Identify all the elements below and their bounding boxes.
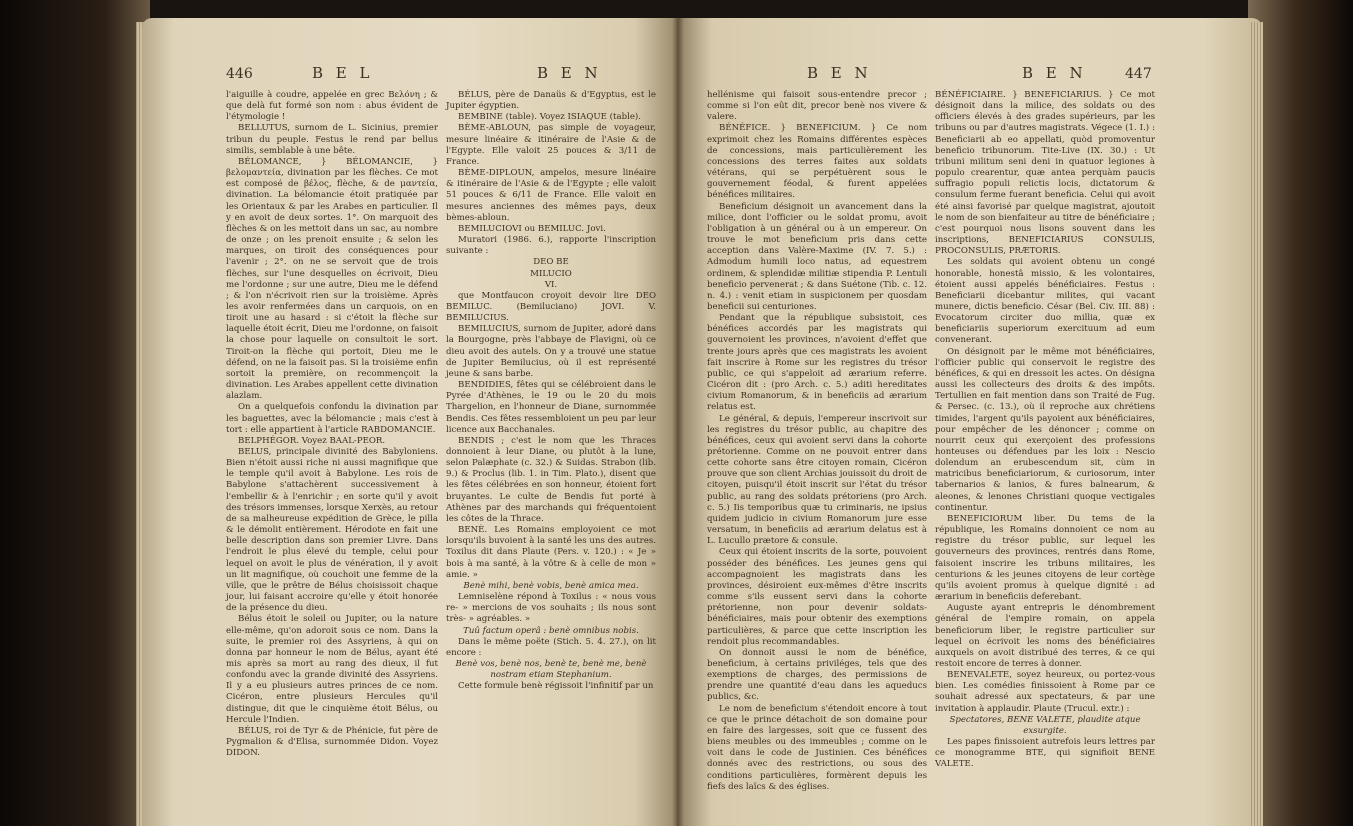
entry: BÉLUS, père de Danaüs & d'Egyptus, est le Jupiter égyptien. — [446, 90, 656, 112]
left-page-number: 446 — [226, 66, 253, 82]
inscription-line: DEO BE — [533, 257, 569, 268]
entry: BEMBINE (table). Voyez ISIAQUE (table). — [458, 112, 642, 123]
entry: On donnoit aussi le nom de bénéfice, beneficium, à certains priviléges, tels que des exemptions de charges, des permissions de prendre une quantité d'eau dans les aqueducs publics, &c. — [707, 647, 927, 703]
entry: Dans le même poëte (Stich. 5. 4. 27.), on lit encore : — [446, 636, 656, 658]
entry: Le nom de beneficium s'étendoit encore à tout ce que le prince détachoit de son domaine pour en faire des largesses, soit que ce fussent des biens meubles ou des immeubles ; comme on le voit dans le code de Justinien. Ces bénéfices donnés avec des restrictions, ou sous des conditions particulières, formèrent depuis les fiefs des laïcs & des églises. — [707, 703, 927, 792]
entry: Pendant que la république subsistoit, ces bénéfices accordés par les magistrats qui gouvernoient les provinces, n'avoient d'effet que trente jours après que ces magistrats les avoient fait inscrire à Rome sur les registres du trésor public, ce qui s'appeloit ad ærarium referre. Cicéron dit : (pro Arch. c. 5.) aditi hereditates civium Romanorum, & in beneficiis ad ærarium relatus est. — [707, 313, 927, 413]
entry: On désignoit par le même mot bénéficiaires, l'officier public qui conservoit le registre des bénéfices, & qui en dressoit les actes. On désigna aussi les collecteurs des droits & des impôts. Tertullien en fait mention dans son Traité de Fug. & Persec. (c. 13.), où il reproche aux chrétiens timides, l'argent qu'ils payoient aux bénéficiaires, pour empêcher de les dénoncer ; comme on nourrit ceux qui exerçoient des professions honteuses ou défendues par les loix : Nescio dolendum an erubescendum sit, cùm in matricibus beneficiariorum, & curiosorum, inter tabernarios & lanios, & fures balnearum, & aleones, & lenones Christiani quoque vectigales continentur. — [935, 346, 1155, 513]
right-running-head: B E N — [1022, 64, 1087, 82]
entry: BENDIS ; c'est le nom que les Thraces donnoient à leur Diane, ou plutôt à la lune, selon Palæphate (c. 32.) & Suidas. Strabon (lib. 9.) & Proclus (lib. 1. in Tim. Plato.), disent que les fêtes célébrées en son honneur, étoient fort bruyantes. Le culte de Bendis fut porté à Athènes par des marchands qui fréquentoient les côtes de la Thrace. — [446, 435, 656, 524]
verse: Benè vos, benè nos, benè te, benè me, benè nostram etiam Stephanium. — [455, 658, 647, 681]
right-page-edges — [1249, 22, 1263, 826]
entry: BÈME-DIPLOUN, ampelos, mesure linéaire & itinéraire de l'Asie & de l'Egypte ; elle valoit 51 pouces & 6/11 de France. Elle valoit en mesures anciennes des mêmes pays, deux bèmes-abloun. — [446, 168, 656, 223]
entry: que Montfaucon croyoit devoir lire DEO BEMILUC. (Bemiluciano) JOVI. V. BEMILUCIUS. — [446, 290, 656, 324]
left-running-head-2: B E N — [537, 64, 602, 82]
entry: BÉLOMANCE, } BÉLOMANCIE, } βελομαντεία, divination par les flèches. Ce mot est composé de βέλος, flèche, & de μαντεία, divination. La bélomancie étoit pratiquée par les Orientaux & par les Arabes en particulier. Il y en avoit de deux sortes. 1°. On marquoit des flèches & on les mettoit dans un sac, au nombre de onze ; on les prenoit ensuite ; & selon les marques, on tiroit des conséquences pour l'avenir ; 2°. on ne se servoit que de trois flèches, sur l'une desquelles on écrivoit, Dieu me l'ordonne ; sur une autre, Dieu me le défend ; & l'on n'écrivoit rien sur la troisième. Après les avoir renfermées dans un carquois, on en tiroit une au hasard : si c'étoit la flèche sur laquelle étoit écrit, Dieu me l'ordonne, on faisoit la chose pour laquelle on consultoit le sort. Tiroit-on la flèche qui portoit, Dieu me le défend, on ne la faisoit pas. Si la troisième enfin sortoit la première, on recommençoit la divination. Les Arabes appellent cette divination alazlam. — [226, 156, 438, 402]
right-page-number: 447 — [1125, 66, 1152, 82]
right-page — [677, 18, 1262, 826]
entry: BÉLUS, roi de Tyr & de Phénicie, fut père de Pygmalion & d'Elisa, surnommée Didon. Voyez DIDON. — [226, 725, 438, 759]
right-column-b — [935, 90, 1155, 771]
entry: Beneficium désignoit un avancement dans la milice, dont l'officier ou le soldat promu, avoit l'obligation à un général ou à un empereur. On trouve le mot beneficium pris dans cette acception dans Valère-Maxime (IV. 7. 5.) : Admodum humili loco natus, ad equestrem ordinem, & splendidæ militiæ stipendia P. Lentuli beneficio pervenerat ; & dans Suétone (Tib. c. 12. n. 4.) : venit etiam in suspicionem per quosdam beneficii sui centuriones. — [707, 201, 927, 312]
entry: BELPHÉGOR. Voyez BAAL-PEOR. — [238, 435, 386, 446]
entry: BENDIDIES, fêtes qui se célébroient dans le Pyrée d'Athènes, le 19 ou le 20 du mois Thargelion, en l'honneur de Diane, surnommée Bendis. Ces fêtes ressembloient un peu par leur licence aux Bacchanales. — [446, 380, 656, 435]
right-running-head-1: B E N — [807, 64, 872, 82]
entry: Les papes finissoient autrefois leurs lettres par ce monogramme BTE, qui signifioit BENE VALETE. — [935, 737, 1155, 770]
right-column-a — [707, 90, 927, 793]
entry: Ceux qui étoient inscrits de la sorte, pouvoient posséder des bénéfices. Les jeunes gens qui accompagnoient les magistrats dans les provinces, désiroient eux-mêmes d'être inscrits comme s'ils eussent servi dans la cohorte prétorienne, non pour devenir soldats-bénéficiaires, mais pour obtenir des exemptions particulières, & parce que cette inscription les rendoit plus recommandables. — [707, 547, 927, 647]
entry: BEMILUCIOVI ou BEMILUC. Jovi. — [458, 223, 606, 234]
entry: BENEFICIORUM liber. Du tems de la république, les Romains donnoient ce nom au registre du trésor public, sur lequel les gouverneurs des provinces, rentrés dans Rome, faisoient inscrire les tribuns militaires, les centurions & les jeunes citoyens de leur cortège qu'ils avoient promus à quelque dignité : ad ærarium in beneficiis deferebant. — [935, 513, 1155, 603]
entry: BÉNÉFICE. } BENEFICIUM. } Ce nom exprimoit chez les Romains différentes espèces de concessions, mais particulièrement les concessions des terres faites aux soldats vétérans, qui se perpétuèrent sous le gouvernement féodal, & furent appelées bénéfices militaires. — [707, 123, 927, 201]
right-cover-edge — [1248, 0, 1353, 826]
entry: On a quelquefois confondu la divination par les baguettes, avec la bélomancie ; mais c'est à tort : elle appartient à l'article RABDOMANCIE. — [226, 402, 438, 435]
verse: Spectatores, BENE VALETE, plaudite atque exsurgite. — [949, 714, 1141, 736]
entry: BELUS, principale divinité des Babyloniens. Bien n'étoit aussi riche ni aussi magnifique que le temple qu'il avoit à Babylone. Les rois de Babylone s'attachèrent successivement à l'embellir & à l'enrichir ; en sorte qu'il y avoit des trésors immenses, lorsque Xerxès, au retour de sa malheureuse expédition de Grèce, le pilla & le démolit entièrement. Hérodote en fait une belle description dans son premier Livre. Dans l'endroit le plus élevé du temple, celui pour lequel on avoit le plus de vénération, il y avoit un lit magnifique, où couchoit une femme de la ville, que le prêtre de Bélus choisissoit chaque jour, lui faisant accroire qu'elle y étoit honorée de la présence du dieu. — [226, 447, 438, 614]
left-column-b — [446, 90, 656, 692]
left-cover-edge — [0, 0, 150, 826]
entry: hellénisme qui faisoit sous-entendre precor ; comme si l'on eût dit, precor benè nos vivere & valere. — [707, 90, 927, 123]
left-page — [142, 18, 677, 826]
entry: Auguste ayant entrepris le dénombrement général de l'empire romain, on appela beneficiorum liber, le registre particulier sur lequel on écrivoit les noms des bénéficiaires auxquels on avoit distribué des terres, & ce qui restoit encore de terres à donner. — [935, 603, 1155, 669]
entry: BÉNÉFICIAIRE. } BENEFICIARIUS. } Ce mot désignoit dans la milice, des soldats ou des officiers élevés à des grades supérieurs, par les tribuns ou par d'autres magistrats. Végece (1. I.) : Beneficiarii ab eo appellati, quòd promoventur beneficio tribunorum. Tite-Live (IX. 30.) : Ut tribuni militum seni deni in quatuor legiones à populo crearentur, quæ antea perquàm paucis suffragio populi relictis locis, dictatorum & consulum ferme fuerant beneficia. Celui qui avoit été ainsi favorisé par quelque magistrat, ajoutoit le nom de son bienfaiteur au titre de bénéficiaire ; c'est pourquoi nous lisons souvent dans les inscriptions, BENEFICIARIUS CONSULIS, PROCONSULIS, PRÆTORIS. — [935, 90, 1155, 257]
entry: Bélus étoit le soleil ou Jupiter, ou la nature elle-même, qu'on adoroit sous ce nom. Dans la suite, le premier roi des Assyriens, à qui on donna par honneur le nom de Bélus, ayant été mis après sa mort au rang des dieux, il fut confondu avec la grande divinité des Assyriens. Il y a eu plusieurs autres princes de ce nom. Cicéron, entre plusieurs Hercules qu'il distingue, dit que le cinquième étoit Bélus, ou Hercule l'Indien. — [226, 614, 438, 725]
entry: Muratori (1986. 6.), rapporte l'inscription suivante : — [446, 235, 656, 257]
entry: BELLUTUS, surnom de L. Sicinius, premier tribun du peuple. Festus le rend par bellus similis, semblable à une bête. — [226, 123, 438, 156]
entry: Le général, & depuis, l'empereur inscrivoit sur les registres du trésor public, au chapitre des bénéfices, ceux qui avoient servi dans la cohorte prétorienne. Comme on ne pouvoit entrer dans cette cohorte sans être citoyen romain, Cicéron prouve que son client Archias jouissoit du droit de citoyen, puisqu'il étoit inscrit sur l'état du trésor public, au rang des soldats prétoriens (pro Arch. c. 5.) Iis temporibus quæ tu criminaris, ne ipsius quidem judicio in civium Romanorum jure esse versatum, in beneficiis ad ærarium delatus est à L. Lucullo prætore & consule. — [707, 413, 927, 547]
entry: Lemniselène répond à Toxilus : « nous vous re- » mercions de vos souhaits ; ils nous sont très- » agréables. » — [446, 592, 656, 625]
entry: Cette formule benè régissoit l'infinitif par un — [458, 681, 654, 692]
left-running-head: B E L — [312, 64, 374, 82]
verse: Benè mihi, benè vobis, benè amica mea. — [463, 580, 639, 591]
entry: BENÈ. Les Romains employoient ce mot lorsqu'ils buvoient à la santé les uns des autres. Toxilus dit dans Plaute (Pers. v. 120.) : « Je » bois à ma santé, à la vôtre & à celle de mon » amie. » — [446, 525, 656, 580]
inscription-line: MILUCIO — [530, 268, 572, 279]
inscription-line: VI. — [544, 279, 558, 290]
entry: BENEVALETE, soyez heureux, ou portez-vous bien. Les comédies finissoient à Rome par ce souhait adressé aux spectateurs, & par une invitation à applaudir. Plaute (Trucul. extr.) : — [935, 670, 1155, 714]
verse: Tuû factum operâ : benè omnibus nobis. — [463, 625, 639, 636]
entry: l'aiguille à coudre, appelée en grec Βελόνη ; & que delà fut formé son nom : abus évident de l'étymologie ! — [226, 90, 438, 123]
left-column-a — [226, 90, 438, 759]
entry: Les soldats qui avoient obtenu un congé honorable, honestâ missio, & les volontaires, étoient aussi appelés bénéficiaires. Festus : Beneficiarii dicebantur milites, qui vacant munere, dictis beneficio. César (Bel. Civ. III. 88) : Evocatorum circiter duo millia, quæ ex beneficiariis superiorum exercituum ad eum convenerant. — [935, 257, 1155, 346]
entry: BEMILUCIUS, surnom de Jupiter, adoré dans la Bourgogne, près l'abbaye de Flavigni, où ce dieu avoit des autels. On y a trouvé une statue de Jupiter Bemilucius, où il est représenté jeune & sans barbe. — [446, 324, 656, 379]
book-gutter — [672, 18, 684, 826]
entry: BÈME-ABLOUN, pas simple de voyageur, mesure linéaire & itinéraire de l'Asie & de l'Egypte. Elle valoit 25 pouces & 3/11 de France. — [446, 123, 656, 167]
